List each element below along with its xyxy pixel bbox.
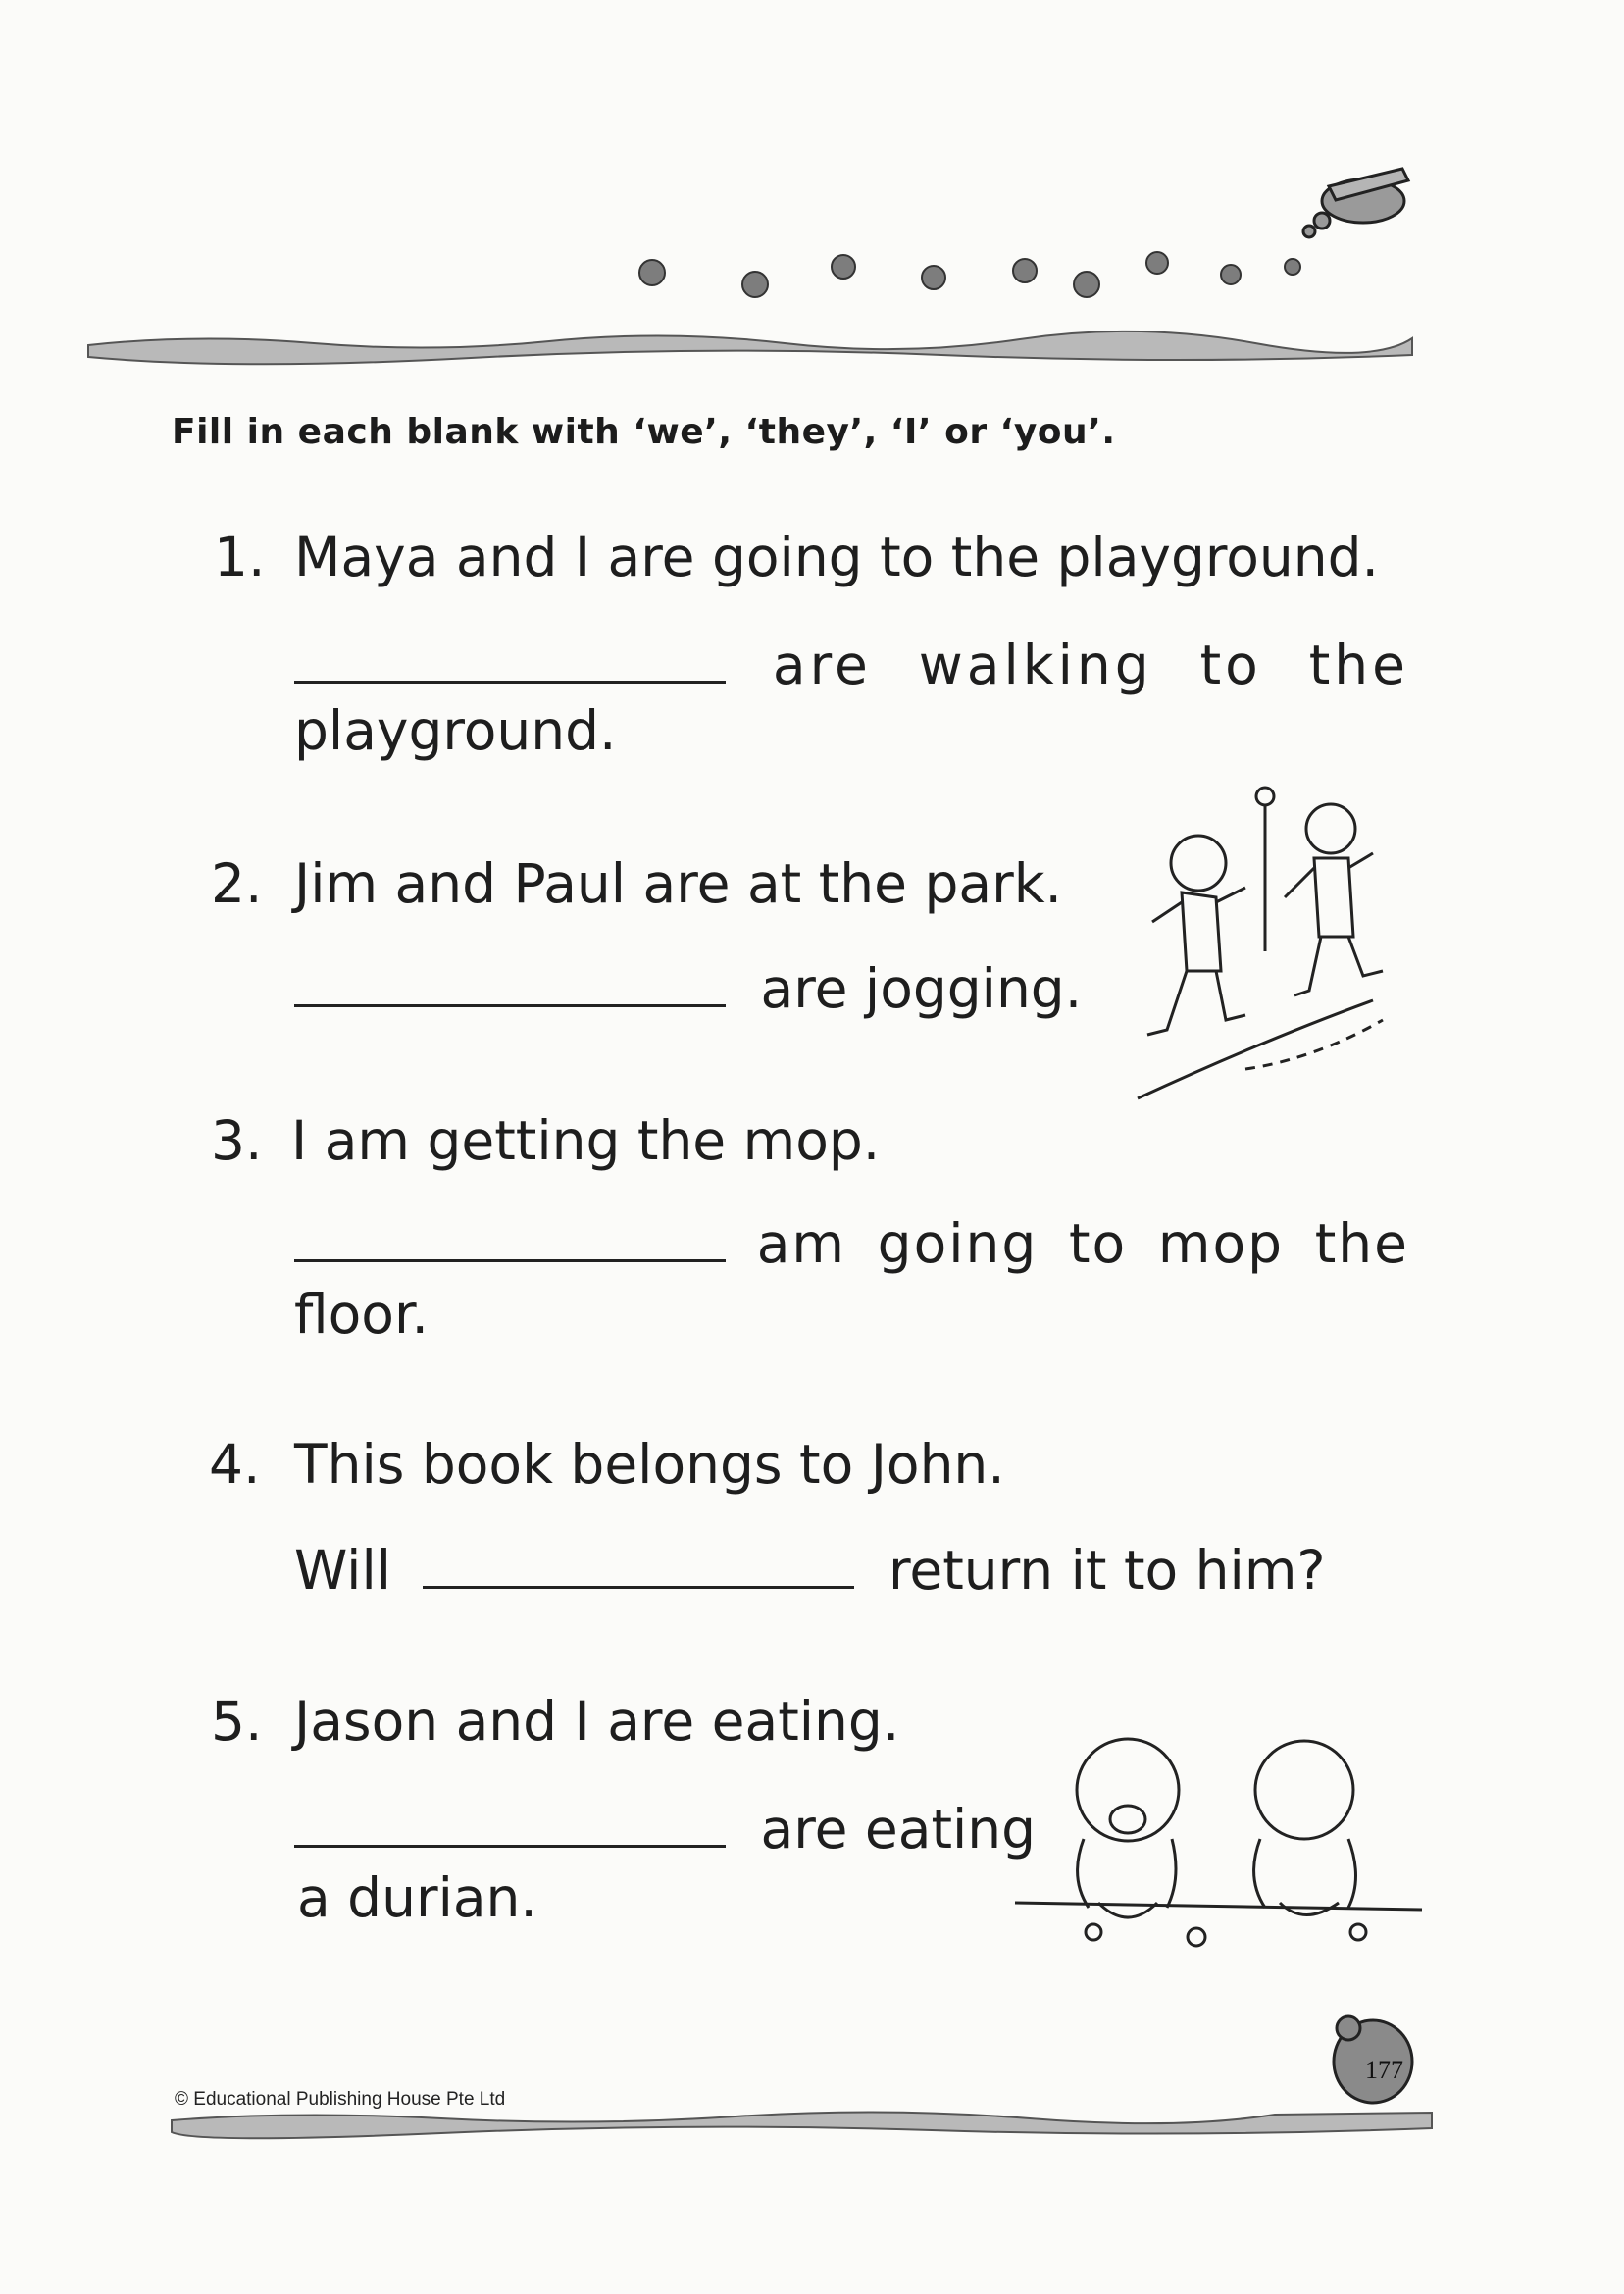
joggers-illustration [1128, 775, 1402, 1128]
question-number: 2. [211, 852, 263, 915]
answer-blank-1[interactable] [294, 675, 726, 684]
answer-blank-3[interactable] [294, 1253, 726, 1262]
word: to [1199, 634, 1262, 696]
question-2 [211, 849, 262, 918]
question-number: 3. [211, 1109, 263, 1172]
question-1-continuation: playground. [294, 699, 617, 762]
question-4 [209, 1430, 260, 1499]
question-3-sentence: I am getting the mop. [291, 1109, 881, 1172]
header-decoration [0, 0, 1624, 392]
question-3-answer-line [294, 1209, 1409, 1278]
question-number: 1. [214, 526, 266, 588]
question-number: 4. [209, 1433, 261, 1496]
word: walking [918, 634, 1153, 696]
page-number: 177 [1365, 2056, 1403, 2084]
question-5-continuation: a durian. [297, 1866, 537, 1929]
word: going [877, 1212, 1039, 1275]
question-5-rest: are eating [760, 1798, 1037, 1861]
question-2-answer-line [294, 954, 1082, 1023]
word: are [772, 634, 872, 696]
question-5-sentence: Jason and I are eating. [294, 1690, 900, 1753]
question-1-sentence: Maya and I are going to the playground. [294, 526, 1380, 588]
question-1-answer-line [294, 631, 1409, 699]
word: mop [1157, 1212, 1285, 1275]
word: am [756, 1212, 846, 1275]
eating-illustration [1010, 1721, 1432, 1966]
question-4-before: Will [294, 1539, 392, 1602]
question-2-rest: are jogging. [760, 957, 1083, 1020]
grass-border [88, 331, 1412, 364]
question-3-continuation: floor. [294, 1283, 429, 1346]
answer-blank-4[interactable] [423, 1580, 854, 1589]
word: the [1308, 634, 1409, 696]
answer-blank-5[interactable] [294, 1839, 726, 1848]
question-number: 5. [211, 1690, 263, 1753]
copyright-text: © Educational Publishing House Pte Ltd [175, 2089, 506, 2110]
question-3 [211, 1106, 262, 1175]
question-5-answer-line [294, 1795, 1036, 1863]
word: the [1314, 1212, 1409, 1275]
question-5 [211, 1687, 262, 1756]
question-4-sentence: This book belongs to John. [294, 1433, 1005, 1496]
question-2-sentence: Jim and Paul are at the park. [294, 852, 1063, 915]
question-4-answer-line [294, 1536, 1326, 1605]
word: to [1068, 1212, 1128, 1275]
airplane-icon [1303, 169, 1408, 237]
question-1 [214, 523, 265, 591]
instruction-text: Fill in each blank with ‘we’, ‘they’, ‘I’ or ‘you’. [172, 412, 1116, 452]
question-4-after: return it to him? [888, 1539, 1326, 1602]
answer-blank-2[interactable] [294, 998, 726, 1007]
flower-trail-icon [639, 252, 1300, 297]
grass-border [172, 2112, 1432, 2138]
